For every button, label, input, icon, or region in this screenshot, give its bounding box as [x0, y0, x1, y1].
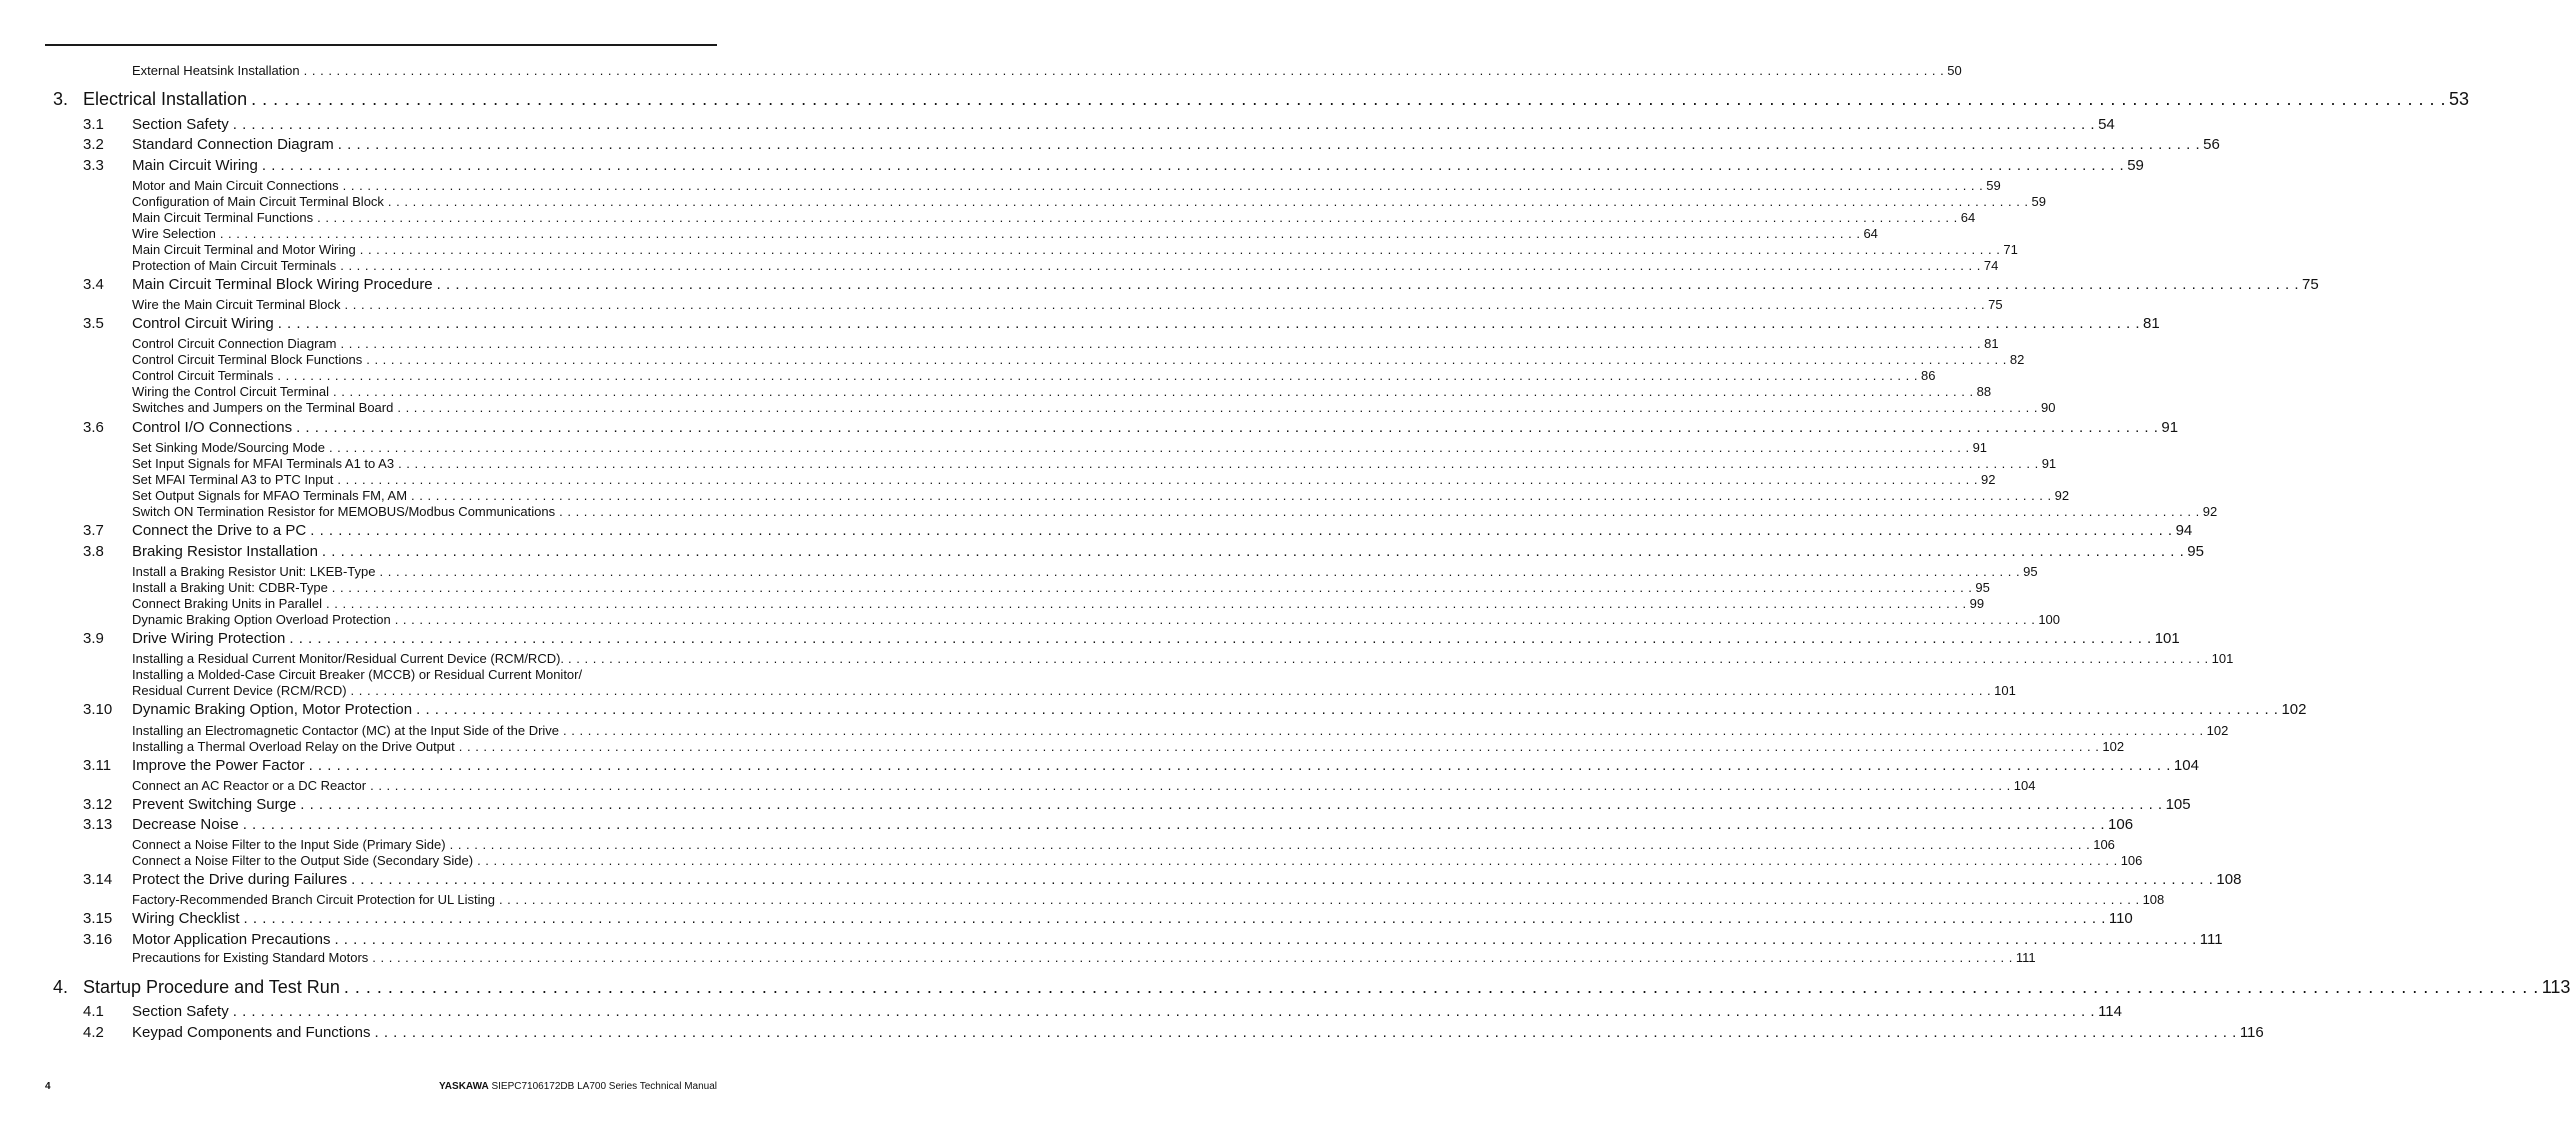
- toc-title: Protect the Drive during Failures: [132, 871, 348, 888]
- toc-title: Connect the Drive to a PC: [132, 522, 307, 539]
- toc-title: Control Circuit Connection Diagram: [132, 336, 337, 351]
- toc-number: 3.14: [83, 871, 113, 888]
- toc-title: Configuration of Main Circuit Terminal Block: [132, 194, 384, 209]
- toc-section[interactable]: [83, 157, 2144, 174]
- toc-subsection[interactable]: [132, 226, 1878, 241]
- toc-leader-dots: . . . . . . . . . . . . . . . . . . . . . . . . . . . . . . . . . . . . . . . . . . . . . . . . . . . . . . . . . . . . . . . . . . . . . . . . . . . . . . . . . . . . . . . . . . . . . . . . . . . . . . . . . . . . . . . . . . . . . . . . . . . . . . . . . . . . . . . . . . . . . . . . . . . . . . . . . . . . . . . . . . . . . . . . . . . . . . . . . . . . . . . . . . . . . . . . . . . . . . . .: [477, 853, 2118, 868]
- toc-page-number: 94: [2175, 522, 2193, 539]
- toc-title: Installing an Electromagnetic Contactor (MC) at the Input Side of the Drive: [132, 723, 560, 738]
- toc-subsection[interactable]: [132, 336, 1999, 351]
- toc-title: Prevent Switching Surge: [132, 796, 297, 813]
- toc-leader-dots: . . . . . . . . . . . . . . . . . . . . . . . . . . . . . . . . . . . . . . . . . . . . . . . . . . . . . . . . . . . . . . . . . . . . . . . . . . . . . . . . . . . . . . . . . . . . . . . . . . . . . . . . . . . . . . . . . . . . . . . . . . . . . . . . . . . . . . . . . . . . . . . . . . . . . . . . . . . . . . . . . . . . . . . . . . . . . . . . . . . . . . . . . . . . . . . . . . . . . . . .: [219, 226, 1861, 241]
- toc-subsection[interactable]: [132, 194, 2047, 209]
- toc-page-number: 95: [2187, 543, 2204, 560]
- toc-page-number: 81: [2143, 315, 2160, 332]
- toc-page-number: 75: [2301, 276, 2319, 293]
- toc-number: 3.7: [83, 522, 104, 539]
- toc-page-number: 111: [2199, 931, 2223, 948]
- toc-title: Set Output Signals for MFAO Terminals FM, AM: [132, 488, 408, 503]
- toc-number: 4.2: [83, 1024, 104, 1041]
- toc-number: 3.: [53, 89, 69, 109]
- toc-number: 4.: [53, 977, 69, 997]
- toc-title: Wire Selection: [132, 226, 216, 241]
- toc-page-number: 50: [1947, 63, 1962, 78]
- toc-subsection[interactable]: [132, 950, 2036, 965]
- toc-page-number: 92: [1980, 472, 1996, 487]
- toc-leader-dots: . . . . . . . . . . . . . . . . . . . . . . . . . . . . . . . . . . . . . . . . . . . . . . . . . . . . . . . . . . . . . . . . . . . . . . . . . . . . . . . . . . . . . . . . . . . . . . . . . . . . . . . . . . . . . . . . . . . . . . . . . . . . . . . . . . . . . . . . . . . . . . . . . . . . . . . . . . . . . . . . . . . . . . . . . . . . . . . . . . . . . . . . . . . . . . . . . . . . . . . .: [296, 419, 2159, 436]
- footer-manual-title: [439, 1081, 717, 1092]
- toc-page-number: 88: [1976, 384, 1992, 399]
- toc-title: Precautions for Existing Standard Motors: [132, 950, 369, 965]
- toc-page-number: 82: [2009, 352, 2025, 367]
- toc-number: 3.16: [83, 931, 113, 948]
- toc-leader-dots: . . . . . . . . . . . . . . . . . . . . . . . . . . . . . . . . . . . . . . . . . . . . . . . . . . . . . . . . . . . . . . . . . . . . . . . . . . . . . . . . . . . . . . . . . . . . . . . . . . . . . . . . . . . . . . . . . . . . . . . . . . . . . . . . . . . . . . . . . . . . . . . . . . . . . . . . . . . . . . . . . . . . . . . . . . . . . . . . . . . . . . . . . . . . . . . . . . . . . . . .: [328, 440, 1970, 455]
- toc-title: Set Input Signals for MFAI Terminals A1 to A3: [132, 456, 395, 471]
- toc-page-number: 92: [2202, 504, 2218, 519]
- toc-section[interactable]: [83, 543, 2204, 560]
- toc-subsection[interactable]: [132, 472, 1996, 487]
- toc-subsection[interactable]: [132, 456, 2057, 471]
- toc-leader-dots: . . . . . . . . . . . . . . . . . . . . . . . . . . . . . . . . . . . . . . . . . . . . . . . . . . . . . . . . . . . . . . . . . . . . . . . . . . . . . . . . . . . . . . . . . . . . . . . . . . . . . . . . . . . . . . . . . . . . . . . . . . . . . . . . . . . . . . . . . . . . . . . . . . . . . . . . . . . . . . . . . . . . . . . . . . . . . . . . . . . . . . . . . . . . . . . . . . . . . . . .: [372, 950, 2013, 965]
- toc-section[interactable]: [83, 931, 2223, 948]
- toc-title: Control Circuit Terminal Block Functions: [132, 352, 363, 367]
- toc-leader-dots: . . . . . . . . . . . . . . . . . . . . . . . . . . . . . . . . . . . . . . . . . . . . . . . . . . . . . . . . . . . . . . . . . . . . . . . . . . . . . . . . . . . . . . . . . . . . . . . . . . . . . . . . . . . . . . . . . . . . . . . . . . . . . . . . . . . . . . . . . . . . . . . . . . . . . . . . . . . . . . . . . . . . . . . . . . . . . . . . . . . . . . . . . . . . . . . . . . . . . . . .: [397, 400, 2038, 415]
- toc-title: Connect a Noise Filter to the Input Side (Primary Side): [132, 837, 446, 852]
- toc-page-number: 114: [2098, 1003, 2122, 1020]
- toc-section[interactable]: [83, 419, 2179, 436]
- toc-subsection[interactable]: [132, 853, 2143, 868]
- toc-leader-dots: . . . . . . . . . . . . . . . . . . . . . . . . . . . . . . . . . . . . . . . . . . . . . . . . . . . . . . . . . . . . . . . . . . . . . . . . . . . . . . . . . . . . . . . . . . . . . . . . . . . . . . . . . . . . . . . . . . . . . . . . . . . . . . . . . . . . . . . . . . . . . . . . . . . . . . . . . . . . . . . . . . . . . . . . . . . . . . . . . . . . . . . . . . . . . . . . . . . . . . . .: [370, 778, 2011, 793]
- toc-page-number: 81: [1984, 336, 1999, 351]
- toc-number: 3.8: [83, 543, 104, 560]
- toc-subsection[interactable]: [132, 352, 2025, 367]
- toc-number: 3.5: [83, 315, 104, 332]
- toc-leader-dots: . . . . . . . . . . . . . . . . . . . . . . . . . . . . . . . . . . . . . . . . . . . . . . . . . . . . . . . . . . . . . . . . . . . . . . . . . . . . . . . . . . . . . . . . . . . . . . . . . . . . . . . . . . . . . . . . . . . . . . . . . . . . . . . . . . . . . . . . . . . . . . . . . . . . . . . . . . . . . . . . . . . . . . . . . . . . . . . . . . . . . . . . . . . . . . . . . . . . . . . .: [277, 368, 1918, 383]
- toc-subsection[interactable]: [132, 580, 1990, 595]
- toc-leader-dots: . . . . . . . . . . . . . . . . . . . . . . . . . . . . . . . . . . . . . . . . . . . . . . . . . . . . . . . . . . . . . . . . . . . . . . . . . . . . . . . . . . . . . . . . . . . . . . . . . . . . . . . . . . . . . . . . . . . . . . . . . . . . . . . . . . . . . . . . . . . . . . . . . . . . . . . . . . . . . . . . . . . . . . . . . . . . . . . . . . . . . . . . . . . . . . . . . . . . . . . .: [366, 352, 2007, 367]
- toc-subsection[interactable]: [132, 242, 2018, 257]
- toc-page-number: 104: [2173, 757, 2199, 774]
- toc-section[interactable]: [83, 116, 2115, 133]
- toc-title: Startup Procedure and Test Run: [83, 977, 340, 997]
- toc-section[interactable]: [83, 276, 2319, 293]
- toc-number: 3.4: [83, 276, 104, 293]
- toc-page-number: 108: [2142, 892, 2165, 907]
- toc-subsection[interactable]: [132, 739, 2125, 754]
- toc-page-number: 106: [2120, 853, 2143, 868]
- toc-page-number: 106: [2108, 816, 2134, 833]
- toc-subsection[interactable]: [132, 210, 1976, 225]
- toc-title: Residual Current Device (RCM/RCD): [132, 683, 347, 698]
- toc-section[interactable]: [83, 796, 2191, 813]
- toc-title: Connect an AC Reactor or a DC Reactor: [132, 778, 367, 793]
- toc-leader-dots: . . . . . . . . . . . . . . . . . . . . . . . . . . . . . . . . . . . . . . . . . . . . . . . . . . . . . . . . . . . . . . . . . . . . . . . . . . . . . . . . . . . . . . . . . . . . . . . . . . . . . . . . . . . . . . . . . . . . . . . . . . . . . . . . . . . . . . . . . . . . . . . . . . . . . . . . . . . . . . . . . . . . . . . . . . . . . . . . . . . . . . . . . . . . . . . . . . . . . . . .: [449, 837, 2091, 852]
- toc-leader-dots: . . . . . . . . . . . . . . . . . . . . . . . . . . . . . . . . . . . . . . . . . . . . . . . . . . . . . . . . . . . . . . . . . . . . . . . . . . . . . . . . . . . . . . . . . . . . . . . . . . . . . . . . . . . . . . . . . . . . . . . . . . . . . . . . . . . . . . . . . . . . . . . . . . . . . . . . . . . . . . . . . . . . . . . . . . . . . . . . . . . . . . . . . . . . . . . . . . . . . . . .: [387, 194, 2029, 209]
- toc-leader-dots: . . . . . . . . . . . . . . . . . . . . . . . . . . . . . . . . . . . . . . . . . . . . . . . . . . . . . . . . . . . . . . . . . . . . . . . . . . . . . . . . . . . . . . . . . . . . . . . . . . . . . . . . . . . . . . . . . . . . . . . . . . . . . . . . . . . . . . . . . . . . . . . . . . . . . . . . . . . . . . . . . . . . . . . . . . . . . . . . . . . . . . . . . . . . . . . . . . . . . . . .: [344, 297, 1986, 312]
- toc-leader-dots: . . . . . . . . . . . . . . . . . . . . . . . . . . . . . . . . . . . . . . . . . . . . . . . . . . . . . . . . . . . . . . . . . . . . . . . . . . . . . . . . . . . . . . . . . . . . . . . . . . . . . . . . . . . . . . . . . . . . . . . . . . . . . . . . . . . . . . . . . . . . . . . . . . . . . . . . . . . . . . . . . . . . . . . . . . . . . . . . . . . . . . . . . . . . . . . . . . . . . . . .: [232, 1003, 2096, 1020]
- toc-subsection[interactable]: [132, 564, 2038, 579]
- footer-brand: YASKAWA: [439, 1081, 489, 1092]
- toc-subsection[interactable]: [132, 683, 2016, 698]
- toc-leader-dots: . . . . . . . . . . . . . . . . . . . . . . . . . . . . . . . . . . . . . . . . . . . . . . . . . . . . . . . . . . . . . . . . . . . . . . . . . . . . . . . . . . . . . . . . . . . . . . . . . . . . . . . . . . . . . . . . . . . . . . . . . . . . . . . . . . . . . . . . . . . . . . . . . . . . . . . . . . . . . . . . . . . . . . . . . . . . . . . . . . . . . . . . . . . . . . . . . . . . . . . .: [436, 276, 2299, 293]
- toc-leader-dots: . . . . . . . . . . . . . . . . . . . . . . . . . . . . . . . . . . . . . . . . . . . . . . . . . . . . . . . . . . . . . . . . . . . . . . . . . . . . . . . . . . . . . . . . . . . . . . . . . . . . . . . . . . . . . . . . . . . . . . . . . . . . . . . . . . . . . . . . . . . . . . . . . . . . . . . . . . . . . . . . . . . . . . . . . . . . . . . . . . . . . . . . . . . . . . . . . . . . . . . .: [563, 723, 2204, 738]
- toc-leader-dots: . . . . . . . . . . . . . . . . . . . . . . . . . . . . . . . . . . . . . . . . . . . . . . . . . . . . . . . . . . . . . . . . . . . . . . . . . . . . . . . . . . . . . . . . . . . . . . . . . . . . . . . . . . . . . . . . . . . . . . . . . . . . . . . . . . . . . . . . . . . . . . . . . . . . . . . . . . . . . . . . . . . . . . . . . . . . . . . . . . . . . . . . . . . . . . . . . . . . . . . .: [340, 336, 1982, 351]
- toc-leader-dots: . . . . . . . . . . . . . . . . . . . . . . . . . . . . . . . . . . . . . . . . . . . . . . . . . . . . . . . . . . . . . . . . . . . . . . . . . . . . . . . . . . . . . . . . . . . . . . . . . . . . . . . . . . . . . . . . . . . . . . . . . . . . . . . . . . . . . . . . . . . . . . . . . . . . . . . . . . . . . . . . . . . . . . . . . . . . . . . . . . . . . . . . . . . . . . . . . . . . . . . .: [321, 543, 2185, 560]
- toc-subsection[interactable]: [132, 612, 2061, 627]
- toc-leader-dots: . . . . . . . . . . . . . . . . . . . . . . . . . . . . . . . . . . . . . . . . . . . . . . . . . . . . . . . . . . . . . . . . . . . . . . . . . . . . . . . . . . . . . . . . . . . . . . . . . . . . . . . . . . . . . . . . . . . . . . . . . . . . . . . . . . . . . . . . . . . . . . . . . . . . . . . . . . . . . . . . . . . . . . . . . . . . . . . . . . . . . . . . . . . . . . . . . . . . . . . .: [350, 683, 1992, 698]
- toc-title: Motor Application Precautions: [132, 931, 331, 948]
- toc-section[interactable]: [83, 757, 2199, 774]
- toc-leader-dots: . . . . . . . . . . . . . . . . . . . . . . . . . . . . . . . . . . . . . . . . . . . . . . . . . . . . . . . . . . . . . . . . . . . . . . . . . . . . . . . . . . . . . . . . . . . . . . . . . . . . . . . . . . . . . . . . . . . . . . . . . . . . . . . . . . . . . . . . . . . . . . . . . . . . . . . . . . . . . . . . . . . . . . . . . . . . . . . . . . . . . . . . . . . . . . . . . . . . . . . .: [251, 89, 2446, 109]
- toc-page-number: 99: [1969, 596, 1985, 611]
- toc-page-number: 101: [2154, 630, 2180, 647]
- toc-title: Install a Braking Unit: CDBR-Type: [132, 580, 328, 595]
- toc-subsection[interactable]: [132, 297, 2003, 312]
- toc-page-number: 74: [1983, 258, 1999, 273]
- toc-page-number: 91: [1972, 440, 1988, 455]
- toc-number: 3.12: [83, 796, 113, 813]
- toc-page-number: 102: [2281, 701, 2307, 718]
- toc-title: Set Sinking Mode/Sourcing Mode: [132, 440, 325, 455]
- toc-subsection[interactable]: [132, 892, 2165, 907]
- toc-leader-dots: . . . . . . . . . . . . . . . . . . . . . . . . . . . . . . . . . . . . . . . . . . . . . . . . . . . . . . . . . . . . . . . . . . . . . . . . . . . . . . . . . . . . . . . . . . . . . . . . . . . . . . . . . . . . . . . . . . . . . . . . . . . . . . . . . . . . . . . . . . . . . . . . . . . . . . . . . . . . . . . . . . . . . . . . . . . . . . . . . . . . . . . . . . . . . . . . . . . . . . . .: [326, 596, 1967, 611]
- toc-number: 3.13: [83, 816, 113, 833]
- toc-number: 3.6: [83, 419, 104, 436]
- toc-title: Main Circuit Wiring: [132, 157, 258, 174]
- toc-section[interactable]: [83, 522, 2193, 539]
- toc-title: Control Circuit Terminals: [132, 368, 274, 383]
- toc-title: Switches and Jumpers on the Terminal Board: [132, 400, 394, 415]
- toc-title: Braking Resistor Installation: [132, 543, 318, 560]
- toc-page-number: 59: [2031, 194, 2047, 209]
- toc-subsection[interactable]: [132, 596, 1985, 611]
- toc-section[interactable]: [83, 315, 2160, 332]
- toc-section[interactable]: [83, 701, 2307, 718]
- toc-title: Wire the Main Circuit Terminal Block: [132, 297, 341, 312]
- toc-title: Improve the Power Factor: [132, 757, 305, 774]
- toc-page-number: 71: [2003, 242, 2018, 257]
- toc-title: Motor and Main Circuit Connections: [132, 178, 339, 193]
- toc-page-number: 54: [2098, 116, 2115, 133]
- toc-leader-dots: . . . . . . . . . . . . . . . . . . . . . . . . . . . . . . . . . . . . . . . . . . . . . . . . . . . . . . . . . . . . . . . . . . . . . . . . . . . . . . . . . . . . . . . . . . . . . . . . . . . . . . . . . . . . . . . . . . . . . . . . . . . . . . . . . . . . . . . . . . . . . . . . . . . . . . . . . . . . . . . . . . . . . . . . . . . . . . . . . . . . . . . . . . . . . . . . . . . . . . . .: [458, 739, 2100, 754]
- toc-subsection[interactable]: [132, 368, 1936, 383]
- toc-title: Set MFAI Terminal A3 to PTC Input: [132, 472, 334, 487]
- toc-leader-dots: . . . . . . . . . . . . . . . . . . . . . . . . . . . . . . . . . . . . . . . . . . . . . . . . . . . . . . . . . . . . . . . . . . . . . . . . . . . . . . . . . . . . . . . . . . . . . . . . . . . . . . . . . . . . . . . . . . . . . . . . . . . . . . . . . . . . . . . . . . . . . . . . . . . . . . . . . . . . . . . . . . . . . . . . . . . . . . . . . . . . . . . . . . . . . . . . . . . . . . . .: [379, 564, 2021, 579]
- toc-page-number: 64: [1960, 210, 1976, 225]
- toc-leader-dots: . . . . . . . . . . . . . . . . . . . . . . . . . . . . . . . . . . . . . . . . . . . . . . . . . . . . . . . . . . . . . . . . . . . . . . . . . . . . . . . . . . . . . . . . . . . . . . . . . . . . . . . . . . . . . . . . . . . . . . . . . . . . . . . . . . . . . . . . . . . . . . . . . . . . . . . . . . . . . . . . . . . . . . . . . . . . . . . . . . . . . . . . . . . . . . . . . . . . . . . .: [340, 258, 1981, 273]
- toc-title: Installing a Residual Current Monitor/Residual Current Device (RCM/RCD).: [132, 651, 565, 666]
- toc-leader-dots: . . . . . . . . . . . . . . . . . . . . . . . . . . . . . . . . . . . . . . . . . . . . . . . . . . . . . . . . . . . . . . . . . . . . . . . . . . . . . . . . . . . . . . . . . . . . . . . . . . . . . . . . . . . . . . . . . . . . . . . . . . . . . . . . . . . . . . . . . . . . . . . . . . . . . . . . . . . . . . . . . . . . . . . . . . . . . . . . . . . . . . . . . . . . . . . . . . . . . . . .: [277, 315, 2141, 332]
- toc-subsection[interactable]: [132, 651, 2234, 666]
- toc-subsection[interactable]: [132, 440, 1988, 455]
- toc-number: 3.15: [83, 910, 113, 927]
- toc-section[interactable]: [83, 871, 2242, 888]
- toc-number: 3.2: [83, 136, 104, 153]
- toc-page-number: 91: [2161, 419, 2179, 436]
- toc-leader-dots: . . . . . . . . . . . . . . . . . . . . . . . . . . . . . . . . . . . . . . . . . . . . . . . . . . . . . . . . . . . . . . . . . . . . . . . . . . . . . . . . . . . . . . . . . . . . . . . . . . . . . . . . . . . . . . . . . . . . . . . . . . . . . . . . . . . . . . . . . . . . . . . . . . . . . . . . . . . . . . . . . . . . . . . . . . . . . . . . . . . . . . . . . . . . . . . . . . . . . . . .: [334, 931, 2197, 948]
- toc-title: External Heatsink Installation: [132, 63, 300, 78]
- toc-number: 3.9: [83, 630, 104, 647]
- toc-title: Connect a Noise Filter to the Output Side (Secondary Side): [132, 853, 474, 868]
- toc-title: Keypad Components and Functions: [132, 1024, 371, 1041]
- toc-leader-dots: . . . . . . . . . . . . . . . . . . . . . . . . . . . . . . . . . . . . . . . . . . . . . . . . . . . . . . . . . . . . . . . . . . . . . . . . . . . . . . . . . . . . . . . . . . . . . . . . . . . . . . . . . . . . . . . . . . . . . . . . . . . . . . . . . . . . . . . . . . . . . . . . . . . . . . . . . . . . . . . . . . . . . . . . . . . . . . . . . . . . . . . . . . . . . . . . . . . . . . . .: [310, 522, 2173, 539]
- toc-section[interactable]: [83, 1024, 2264, 1041]
- toc-page-number: 116: [2239, 1024, 2264, 1041]
- toc-page-number: 105: [2165, 796, 2191, 813]
- toc-page-number: 104: [2013, 778, 2036, 793]
- toc-title: Protection of Main Circuit Terminals: [132, 258, 337, 273]
- toc-title: Main Circuit Terminal and Motor Wiring: [132, 242, 356, 257]
- toc-subsection[interactable]: [132, 258, 1999, 273]
- toc-leader-dots: . . . . . . . . . . . . . . . . . . . . . . . . . . . . . . . . . . . . . . . . . . . . . . . . . . . . . . . . . . . . . . . . . . . . . . . . . . . . . . . . . . . . . . . . . . . . . . . . . . . . . . . . . . . . . . . . . . . . . . . . . . . . . . . . . . . . . . . . . . . . . . . . . . . . . . . . . . . . . . . . . . . . . . . . . . . . . . . . . . . . . . . . . . . . . . . . . . . . . . . .: [331, 580, 1973, 595]
- toc-title: Connect Braking Units in Parallel: [132, 596, 323, 611]
- toc-page-number: 95: [2023, 564, 2038, 579]
- toc-page-number: 90: [2040, 400, 2056, 415]
- toc-subsection[interactable]: [132, 63, 1962, 78]
- toc-title: Drive Wiring Protection: [132, 630, 286, 647]
- toc-continuation-line: Installing a Molded-Case Circuit Breaker (MCCB) or Residual Current Monitor/: [132, 667, 583, 682]
- toc-leader-dots: . . . . . . . . . . . . . . . . . . . . . . . . . . . . . . . . . . . . . . . . . . . . . . . . . . . . . . . . . . . . . . . . . . . . . . . . . . . . . . . . . . . . . . . . . . . . . . . . . . . . . . . . . . . . . . . . . . . . . . . . . . . . . . . . . . . . . . . . . . . . . . . . . . . . . . . . . . . . . . . . . . . . . . . . . . . . . . . . . . . . . . . . . . . . . . . . . . . . . . . .: [242, 816, 2106, 833]
- toc-leader-dots: . . . . . . . . . . . . . . . . . . . . . . . . . . . . . . . . . . . . . . . . . . . . . . . . . . . . . . . . . . . . . . . . . . . . . . . . . . . . . . . . . . . . . . . . . . . . . . . . . . . . . . . . . . . . . . . . . . . . . . . . . . . . . . . . . . . . . . . . . . . . . . . . . . . . . . . . . . . . . . . . . . . . . . . . . . . . . . . . . . . . . . . . . . . . . . . . . . . . . . . .: [303, 63, 1945, 78]
- toc-page-number: 108: [2216, 871, 2242, 888]
- toc-leader-dots: . . . . . . . . . . . . . . . . . . . . . . . . . . . . . . . . . . . . . . . . . . . . . . . . . . . . . . . . . . . . . . . . . . . . . . . . . . . . . . . . . . . . . . . . . . . . . . . . . . . . . . . . . . . . . . . . . . . . . . . . . . . . . . . . . . . . . . . . . . . . . . . . . . . . . . . . . . . . . . . . . . . . . . . . . . . . . . . . . . . . . . . . . . . . . . . . . . . . . . . .: [398, 456, 2039, 471]
- toc-page-number: 102: [2102, 739, 2125, 754]
- toc-page-number: 102: [2206, 723, 2229, 738]
- toc-section[interactable]: [83, 136, 2220, 153]
- toc-leader-dots: . . . . . . . . . . . . . . . . . . . . . . . . . . . . . . . . . . . . . . . . . . . . . . . . . . . . . . . . . . . . . . . . . . . . . . . . . . . . . . . . . . . . . . . . . . . . . . . . . . . . . . . . . . . . . . . . . . . . . . . . . . . . . . . . . . . . . . . . . . . . . . . . . . . . . . . . . . . . . . . . . . . . . . . . . . . . . . . . . . . . . . . . . . . . . . . . . . . . . . . .: [351, 871, 2214, 888]
- toc-title: Main Circuit Terminal Functions: [132, 210, 314, 225]
- toc-page-number: 111: [2015, 950, 2036, 965]
- toc-page-number: 101: [2211, 651, 2234, 666]
- toc-number: 3.1: [83, 116, 104, 133]
- toc-page-number: 53: [2448, 89, 2469, 109]
- toc-leader-dots: . . . . . . . . . . . . . . . . . . . . . . . . . . . . . . . . . . . . . . . . . . . . . . . . . . . . . . . . . . . . . . . . . . . . . . . . . . . . . . . . . . . . . . . . . . . . . . . . . . . . . . . . . . . . . . . . . . . . . . . . . . . . . . . . . . . . . . . . . . . . . . . . . . . . . . . . . . . . . . . . . . . . . . . . . . . . . . . . . . . . . . . . . . . . . . . . . . . . . . . .: [337, 472, 1978, 487]
- toc-leader-dots: . . . . . . . . . . . . . . . . . . . . . . . . . . . . . . . . . . . . . . . . . . . . . . . . . . . . . . . . . . . . . . . . . . . . . . . . . . . . . . . . . . . . . . . . . . . . . . . . . . . . . . . . . . . . . . . . . . . . . . . . . . . . . . . . . . . . . . . . . . . . . . . . . . . . . . . . . . . . . . . . . . . . . . . . . . . . . . . . . . . . . . . . . . . . . . . . . . . . . . . .: [411, 488, 2052, 503]
- toc-title: Section Safety: [132, 1003, 229, 1020]
- toc-title: Control I/O Connections: [132, 419, 293, 436]
- toc-leader-dots: . . . . . . . . . . . . . . . . . . . . . . . . . . . . . . . . . . . . . . . . . . . . . . . . . . . . . . . . . . . . . . . . . . . . . . . . . . . . . . . . . . . . . . . . . . . . . . . . . . . . . . . . . . . . . . . . . . . . . . . . . . . . . . . . . . . . . . . . . . . . . . . . . . . . . . . . . . . . . . . . . . . . . . . . . . . . . . . . . . . . . . . . . . . . . . . . . . . . . . . .: [300, 796, 2163, 813]
- toc-title: Section Safety: [132, 116, 229, 133]
- toc-leader-dots: . . . . . . . . . . . . . . . . . . . . . . . . . . . . . . . . . . . . . . . . . . . . . . . . . . . . . . . . . . . . . . . . . . . . . . . . . . . . . . . . . . . . . . . . . . . . . . . . . . . . . . . . . . . . . . . . . . . . . . . . . . . . . . . . . . . . . . . . . . . . . . . . . . . . . . . . . . . . . . . . . . . . . . . . . . . . . . . . . . . . . . . . . . . . . . . . . . . . . . . .: [568, 651, 2209, 666]
- toc-title: Control Circuit Wiring: [132, 315, 274, 332]
- toc-title: Wiring the Control Circuit Terminal: [132, 384, 329, 399]
- toc-title: Dynamic Braking Option, Motor Protection: [132, 701, 413, 718]
- toc-page-number: 110: [2108, 910, 2133, 927]
- toc-leader-dots: . . . . . . . . . . . . . . . . . . . . . . . . . . . . . . . . . . . . . . . . . . . . . . . . . . . . . . . . . . . . . . . . . . . . . . . . . . . . . . . . . . . . . . . . . . . . . . . . . . . . . . . . . . . . . . . . . . . . . . . . . . . . . . . . . . . . . . . . . . . . . . . . . . . . . . . . . . . . . . . . . . . . . . . . . . . . . . . . . . . . . . . . . . . . . . . . . . . . . . . .: [317, 210, 1958, 225]
- toc-subsection[interactable]: [132, 178, 2001, 193]
- toc-number: 3.10: [83, 701, 113, 718]
- toc-leader-dots: . . . . . . . . . . . . . . . . . . . . . . . . . . . . . . . . . . . . . . . . . . . . . . . . . . . . . . . . . . . . . . . . . . . . . . . . . . . . . . . . . . . . . . . . . . . . . . . . . . . . . . . . . . . . . . . . . . . . . . . . . . . . . . . . . . . . . . . . . . . . . . . . . . . . . . . . . . . . . . . . . . . . . . . . . . . . . . . . . . . . . . . . . . . . . . . . . . . . . . . .: [559, 504, 2200, 519]
- toc-leader-dots: . . . . . . . . . . . . . . . . . . . . . . . . . . . . . . . . . . . . . . . . . . . . . . . . . . . . . . . . . . . . . . . . . . . . . . . . . . . . . . . . . . . . . . . . . . . . . . . . . . . . . . . . . . . . . . . . . . . . . . . . . . . . . . . . . . . . . . . . . . . . . . . . . . . . . . . . . . . . . . . . . . . . . . . . . . . . . . . . . . . . . . . . . . . . . . . . . . . . . . . .: [416, 701, 2279, 718]
- toc-leader-dots: . . . . . . . . . . . . . . . . . . . . . . . . . . . . . . . . . . . . . . . . . . . . . . . . . . . . . . . . . . . . . . . . . . . . . . . . . . . . . . . . . . . . . . . . . . . . . . . . . . . . . . . . . . . . . . . . . . . . . . . . . . . . . . . . . . . . . . . . . . . . . . . . . . . . . . . . . . . . . . . . . . . . . . . . . . . . . . . . . . . . . . . . . . . . . . . . . . . . . . . .: [359, 242, 2001, 257]
- toc-title: Standard Connection Diagram: [132, 136, 334, 153]
- toc-leader-dots: . . . . . . . . . . . . . . . . . . . . . . . . . . . . . . . . . . . . . . . . . . . . . . . . . . . . . . . . . . . . . . . . . . . . . . . . . . . . . . . . . . . . . . . . . . . . . . . . . . . . . . . . . . . . . . . . . . . . . . . . . . . . . . . . . . . . . . . . . . . . . . . . . . . . . . . . . . . . . . . . . . . . . . . . . . . . . . . . . . . . . . . . . . . . . . . . . . . . . . . .: [394, 612, 2036, 627]
- toc-leader-dots: . . . . . . . . . . . . . . . . . . . . . . . . . . . . . . . . . . . . . . . . . . . . . . . . . . . . . . . . . . . . . . . . . . . . . . . . . . . . . . . . . . . . . . . . . . . . . . . . . . . . . . . . . . . . . . . . . . . . . . . . . . . . . . . . . . . . . . . . . . . . . . . . . . . . . . . . . . . . . . . . . . . . . . . . . . . . . . . . . . . . . . . . . . . . . . . . . . . . . . . .: [232, 116, 2096, 133]
- toc-title: Dynamic Braking Option Overload Protection: [132, 612, 391, 627]
- toc-title: Factory-Recommended Branch Circuit Protection for UL Listing: [132, 892, 495, 907]
- toc-number: 3.3: [83, 157, 104, 174]
- toc-number: 4.1: [83, 1003, 104, 1020]
- toc-page-number: 101: [1994, 683, 2016, 698]
- toc-page-number: 59: [1986, 178, 2001, 193]
- toc-subsection[interactable]: [132, 504, 2218, 519]
- toc-leader-dots: . . . . . . . . . . . . . . . . . . . . . . . . . . . . . . . . . . . . . . . . . . . . . . . . . . . . . . . . . . . . . . . . . . . . . . . . . . . . . . . . . . . . . . . . . . . . . . . . . . . . . . . . . . . . . . . . . . . . . . . . . . . . . . . . . . . . . . . . . . . . . . . . . . . . . . . . . . . . . . . . . . . . . . . . . . . . . . . . . . . . . . . . . . . . . . . . . . . . . . . .: [261, 157, 2125, 174]
- toc-page-number: 91: [2041, 456, 2057, 471]
- toc-title: Electrical Installation: [83, 89, 248, 109]
- toc-title: Install a Braking Resistor Unit: LKEB-Type: [132, 564, 376, 579]
- toc-leader-dots: . . . . . . . . . . . . . . . . . . . . . . . . . . . . . . . . . . . . . . . . . . . . . . . . . . . . . . . . . . . . . . . . . . . . . . . . . . . . . . . . . . . . . . . . . . . . . . . . . . . . . . . . . . . . . . . . . . . . . . . . . . . . . . . . . . . . . . . . . . . . . . . . . . . . . . . . . . . . . . . . . . . . . . . . . . . . . . . . . . . . . . . . . . . . . . . . . . . . . . . .: [308, 757, 2171, 774]
- toc-page-number: 113: [2541, 977, 2570, 997]
- toc-page-number: 95: [1975, 580, 1990, 595]
- toc-section[interactable]: [83, 910, 2133, 927]
- toc-subsection[interactable]: [132, 778, 2036, 793]
- toc-subsection[interactable]: [132, 723, 2229, 738]
- toc-leader-dots: . . . . . . . . . . . . . . . . . . . . . . . . . . . . . . . . . . . . . . . . . . . . . . . . . . . . . . . . . . . . . . . . . . . . . . . . . . . . . . . . . . . . . . . . . . . . . . . . . . . . . . . . . . . . . . . . . . . . . . . . . . . . . . . . . . . . . . . . . . . . . . . . . . . . . . . . . . . . . . . . . . . . . . . . . . . . . . . . . . . . . . . . . . . . . . . . . . . . . . . .: [289, 630, 2152, 647]
- toc-chapter[interactable]: [53, 89, 2469, 110]
- toc-leader-dots: . . . . . . . . . . . . . . . . . . . . . . . . . . . . . . . . . . . . . . . . . . . . . . . . . . . . . . . . . . . . . . . . . . . . . . . . . . . . . . . . . . . . . . . . . . . . . . . . . . . . . . . . . . . . . . . . . . . . . . . . . . . . . . . . . . . . . . . . . . . . . . . . . . . . . . . . . . . . . . . . . . . . . . . . . . . . . . . . . . . . . . . . . . . . . . . . . . . . . . . .: [498, 892, 2140, 907]
- toc-subsection[interactable]: [132, 400, 2056, 415]
- toc-number: 3.11: [83, 757, 112, 774]
- toc-title: Main Circuit Terminal Block Wiring Procedure: [132, 276, 433, 293]
- toc-page-number: 100: [2038, 612, 2061, 627]
- toc-title: Switch ON Termination Resistor for MEMOBUS/Modbus Communications: [132, 504, 556, 519]
- footer-manual-name: SIEPC7106172DB LA700 Series Technical Manual: [491, 1081, 717, 1092]
- toc-title: Wiring Checklist: [132, 910, 240, 927]
- toc-title: Decrease Noise: [132, 816, 239, 833]
- toc-chapter[interactable]: [53, 977, 2570, 998]
- toc-subsection[interactable]: [132, 837, 2115, 852]
- toc-subsection[interactable]: [132, 384, 1992, 399]
- toc-leader-dots: . . . . . . . . . . . . . . . . . . . . . . . . . . . . . . . . . . . . . . . . . . . . . . . . . . . . . . . . . . . . . . . . . . . . . . . . . . . . . . . . . . . . . . . . . . . . . . . . . . . . . . . . . . . . . . . . . . . . . . . . . . . . . . . . . . . . . . . . . . . . . . . . . . . . . . . . . . . . . . . . . . . . . . . . . . . . . . . . . . . . . . . . . . . . . . . . . . . . . . . .: [374, 1024, 2237, 1041]
- toc-leader-dots: . . . . . . . . . . . . . . . . . . . . . . . . . . . . . . . . . . . . . . . . . . . . . . . . . . . . . . . . . . . . . . . . . . . . . . . . . . . . . . . . . . . . . . . . . . . . . . . . . . . . . . . . . . . . . . . . . . . . . . . . . . . . . . . . . . . . . . . . . . . . . . . . . . . . . . . . . . . . . . . . . . . . . . . . . . . . . . . . . . . . . . . . . . . . . . . . . . . . . . . .: [337, 136, 2201, 153]
- toc-title: Installing a Thermal Overload Relay on the Drive Output: [132, 739, 455, 754]
- toc-leader-dots: . . . . . . . . . . . . . . . . . . . . . . . . . . . . . . . . . . . . . . . . . . . . . . . . . . . . . . . . . . . . . . . . . . . . . . . . . . . . . . . . . . . . . . . . . . . . . . . . . . . . . . . . . . . . . . . . . . . . . . . . . . . . . . . . . . . . . . . . . . . . . . . . . . . . . . . . . . . . . . . . . . . . . . . . . . . . . . . . . . . . . . . . . . . . . . . . . . . . . . . .: [342, 178, 1984, 193]
- toc-section[interactable]: [83, 1003, 2122, 1020]
- toc-page-number: 86: [1920, 368, 1936, 383]
- toc-page-number: 92: [2054, 488, 2070, 503]
- toc-page-number: 106: [2093, 837, 2115, 852]
- toc-page-number: 64: [1863, 226, 1878, 241]
- toc-section[interactable]: [83, 630, 2180, 647]
- toc-page-number: 59: [2127, 157, 2144, 174]
- top-rule: [45, 44, 717, 46]
- toc-section[interactable]: [83, 816, 2134, 833]
- toc-page-number: 75: [1988, 297, 2003, 312]
- footer-page-number: 4: [45, 1081, 51, 1092]
- toc-page-number: 56: [2203, 136, 2220, 153]
- toc-subsection[interactable]: [132, 488, 2070, 503]
- toc-leader-dots: . . . . . . . . . . . . . . . . . . . . . . . . . . . . . . . . . . . . . . . . . . . . . . . . . . . . . . . . . . . . . . . . . . . . . . . . . . . . . . . . . . . . . . . . . . . . . . . . . . . . . . . . . . . . . . . . . . . . . . . . . . . . . . . . . . . . . . . . . . . . . . . . . . . . . . . . . . . . . . . . . . . . . . . . . . . . . . . . . . . . . . . . . . . . . . . . . . . . . . . .: [343, 977, 2539, 997]
- toc-leader-dots: . . . . . . . . . . . . . . . . . . . . . . . . . . . . . . . . . . . . . . . . . . . . . . . . . . . . . . . . . . . . . . . . . . . . . . . . . . . . . . . . . . . . . . . . . . . . . . . . . . . . . . . . . . . . . . . . . . . . . . . . . . . . . . . . . . . . . . . . . . . . . . . . . . . . . . . . . . . . . . . . . . . . . . . . . . . . . . . . . . . . . . . . . . . . . . . . . . . . . . . .: [333, 384, 1974, 399]
- toc-leader-dots: . . . . . . . . . . . . . . . . . . . . . . . . . . . . . . . . . . . . . . . . . . . . . . . . . . . . . . . . . . . . . . . . . . . . . . . . . . . . . . . . . . . . . . . . . . . . . . . . . . . . . . . . . . . . . . . . . . . . . . . . . . . . . . . . . . . . . . . . . . . . . . . . . . . . . . . . . . . . . . . . . . . . . . . . . . . . . . . . . . . . . . . . . . . . . . . . . . . . . . . .: [243, 910, 2106, 927]
